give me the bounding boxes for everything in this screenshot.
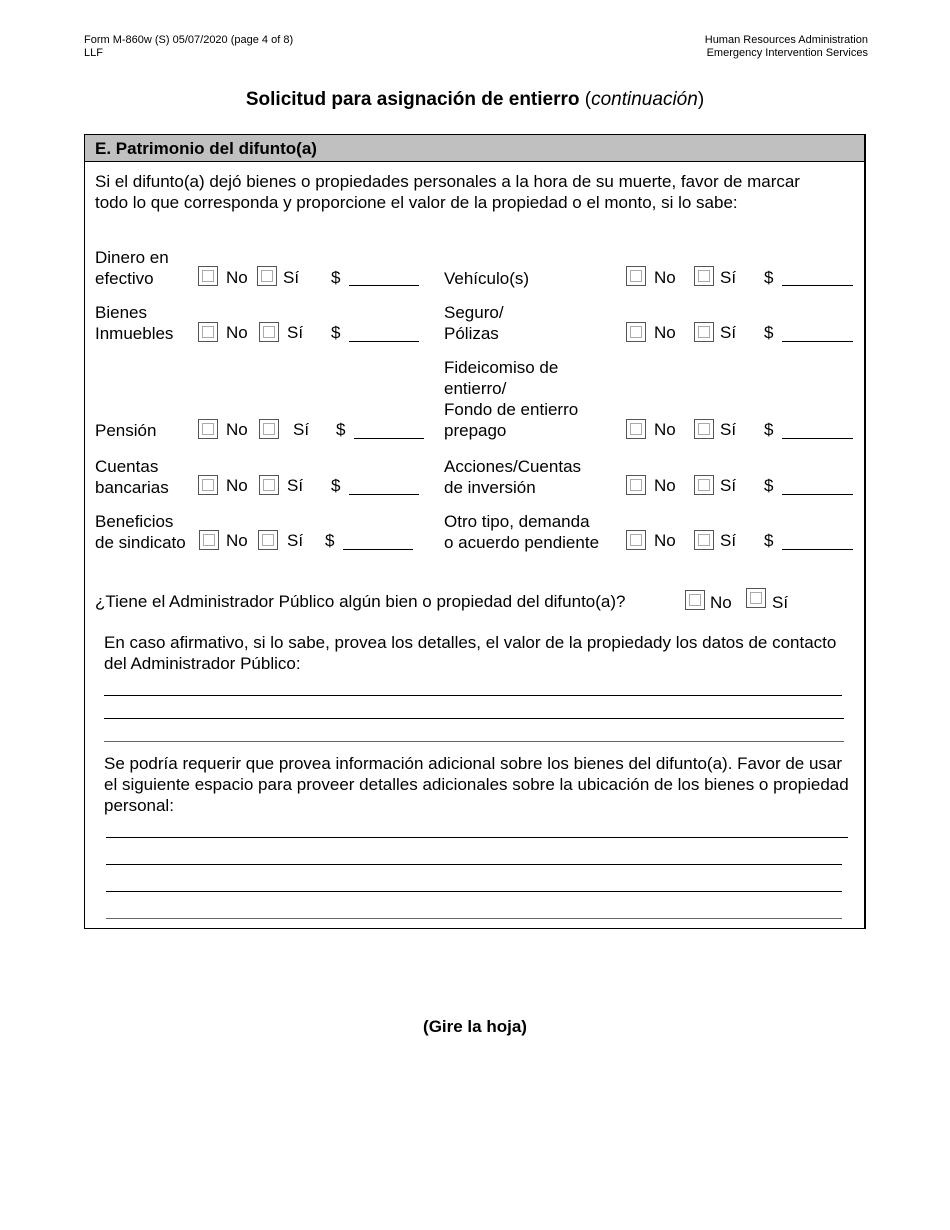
burial-trust-no-label: No bbox=[654, 420, 676, 439]
asset-label-investments: Acciones/Cuentas de inversión bbox=[444, 457, 582, 497]
cash-amount-field[interactable] bbox=[349, 285, 419, 286]
agency-name: Human Resources Administration bbox=[704, 34, 868, 46]
vehicle-dollar-sign: $ bbox=[764, 268, 774, 287]
union-benefits-dollar-sign: $ bbox=[325, 531, 335, 550]
other-amount-field[interactable] bbox=[782, 549, 853, 550]
asset-label-insurance: Seguro/ Pólizas bbox=[444, 303, 504, 343]
investments-no-checkbox[interactable] bbox=[626, 475, 646, 495]
asset-label-bank-accounts: Cuentas bancarias bbox=[95, 457, 169, 497]
investments-yes-checkbox[interactable] bbox=[694, 475, 714, 495]
pension-amount-field[interactable] bbox=[354, 438, 424, 439]
public-admin-yes-label: Sí bbox=[772, 593, 789, 612]
burial-trust-amount-field[interactable] bbox=[782, 438, 853, 439]
pension-no-label: No bbox=[226, 420, 248, 439]
vehicle-yes-label: Sí bbox=[720, 268, 737, 287]
insurance-yes-label: Sí bbox=[720, 323, 737, 342]
investments-no-label: No bbox=[654, 476, 676, 495]
real-estate-amount-field[interactable] bbox=[349, 341, 419, 342]
real-estate-yes-checkbox[interactable] bbox=[259, 322, 279, 342]
asset-label-burial-trust: Fideicomiso de entierro/ Fondo de entierro prepago bbox=[444, 358, 579, 440]
public-admin-yes-checkbox[interactable] bbox=[746, 588, 766, 608]
division-name: Emergency Intervention Services bbox=[706, 47, 868, 59]
bank-accounts-no-label: No bbox=[226, 476, 248, 495]
vehicle-no-checkbox[interactable] bbox=[626, 266, 646, 286]
bank-accounts-dollar-sign: $ bbox=[331, 476, 341, 495]
additional-info-prompt: Se podría requerir que provea información adicional sobre los bienes del difunto(a). Favor de usar el siguiente espacio para proveer detalles adicionales sobre la ubicación de los bienes o propiedad personal: bbox=[104, 754, 849, 815]
form-header-right bbox=[705, 34, 868, 60]
pension-yes-checkbox[interactable] bbox=[259, 419, 279, 439]
title-main: Solicitud para asignación de entierro bbox=[245, 89, 580, 110]
public-admin-no-label: No bbox=[710, 593, 732, 612]
asset-label-union-benefits: Beneficios de sindicato bbox=[95, 512, 186, 552]
cash-no-label: No bbox=[226, 268, 248, 287]
investments-dollar-sign: $ bbox=[764, 476, 774, 495]
details-prompt: En caso afirmativo, si lo sabe, provea los detalles, el valor de la propiedady los datos de contacto del Administrador Público: bbox=[104, 633, 837, 673]
burial-trust-dollar-sign: $ bbox=[764, 420, 774, 439]
burial-trust-yes-label: Sí bbox=[720, 420, 737, 439]
insurance-no-checkbox[interactable] bbox=[626, 322, 646, 342]
vehicle-amount-field[interactable] bbox=[782, 285, 853, 286]
investments-yes-label: Sí bbox=[720, 476, 737, 495]
details-line-2[interactable] bbox=[104, 718, 844, 719]
form-id: Form M-860w (S) 05/07/2020 (page 4 of 8) bbox=[84, 34, 294, 46]
page-title: Solicitud para asignación de entierro (continuación) bbox=[245, 89, 705, 110]
union-benefits-amount-field[interactable] bbox=[343, 549, 413, 550]
details-line-3[interactable] bbox=[104, 741, 844, 742]
bank-accounts-yes-label: Sí bbox=[287, 476, 304, 495]
turn-page-note: (Gire la hoja) bbox=[423, 1017, 527, 1036]
vehicle-no-label: No bbox=[654, 268, 676, 287]
additional-line-2[interactable] bbox=[106, 864, 842, 865]
section-intro: Si el difunto(a) dejó bienes o propiedades personales a la hora de su muerte, favor de marcar todo lo que corresponda y proporcione el valor de la propiedad o el monto, si lo sabe: bbox=[95, 172, 800, 212]
real-estate-yes-label: Sí bbox=[287, 323, 304, 342]
pension-yes-label: Sí bbox=[293, 420, 310, 439]
union-benefits-no-checkbox[interactable] bbox=[199, 530, 219, 550]
vehicle-yes-checkbox[interactable] bbox=[694, 266, 714, 286]
additional-line-4[interactable] bbox=[106, 918, 842, 919]
union-benefits-yes-checkbox[interactable] bbox=[258, 530, 278, 550]
title-continuation: continuación bbox=[591, 89, 698, 110]
asset-label-other: Otro tipo, demanda o acuerdo pendiente bbox=[444, 512, 600, 552]
real-estate-no-label: No bbox=[226, 323, 248, 342]
pension-dollar-sign: $ bbox=[336, 420, 346, 439]
form-code: LLF bbox=[84, 47, 103, 59]
additional-line-1[interactable] bbox=[106, 837, 848, 838]
insurance-amount-field[interactable] bbox=[782, 341, 853, 342]
insurance-yes-checkbox[interactable] bbox=[694, 322, 714, 342]
insurance-dollar-sign: $ bbox=[764, 323, 774, 342]
details-line-1[interactable] bbox=[104, 695, 842, 696]
real-estate-dollar-sign: $ bbox=[331, 323, 341, 342]
real-estate-no-checkbox[interactable] bbox=[198, 322, 218, 342]
other-dollar-sign: $ bbox=[764, 531, 774, 550]
form-header-left bbox=[84, 34, 293, 60]
other-yes-checkbox[interactable] bbox=[694, 530, 714, 550]
public-admin-question: ¿Tiene el Administrador Público algún bien o propiedad del difunto(a)? bbox=[95, 592, 626, 611]
asset-label-real-estate: Bienes Inmuebles bbox=[95, 303, 174, 343]
other-no-label: No bbox=[654, 531, 676, 550]
other-yes-label: Sí bbox=[720, 531, 737, 550]
public-admin-no-checkbox[interactable] bbox=[685, 590, 705, 610]
asset-label-vehicle: Vehículo(s) bbox=[444, 269, 530, 288]
burial-trust-no-checkbox[interactable] bbox=[626, 419, 646, 439]
burial-trust-yes-checkbox[interactable] bbox=[694, 419, 714, 439]
bank-accounts-yes-checkbox[interactable] bbox=[259, 475, 279, 495]
pension-no-checkbox[interactable] bbox=[198, 419, 218, 439]
section-e-box bbox=[84, 134, 866, 929]
insurance-no-label: No bbox=[654, 323, 676, 342]
investments-amount-field[interactable] bbox=[782, 494, 853, 495]
bank-accounts-no-checkbox[interactable] bbox=[198, 475, 218, 495]
union-benefits-no-label: No bbox=[226, 531, 248, 550]
additional-line-3[interactable] bbox=[106, 891, 842, 892]
cash-yes-checkbox[interactable] bbox=[257, 266, 277, 286]
section-heading: E. Patrimonio del difunto(a) bbox=[85, 135, 864, 162]
cash-dollar-sign: $ bbox=[331, 268, 341, 287]
cash-no-checkbox[interactable] bbox=[198, 266, 218, 286]
cash-yes-label: Sí bbox=[283, 268, 300, 287]
union-benefits-yes-label: Sí bbox=[287, 531, 304, 550]
bank-accounts-amount-field[interactable] bbox=[349, 494, 419, 495]
asset-label-pension: Pensión bbox=[95, 421, 157, 440]
asset-label-cash: Dinero en efectivo bbox=[95, 248, 169, 288]
other-no-checkbox[interactable] bbox=[626, 530, 646, 550]
